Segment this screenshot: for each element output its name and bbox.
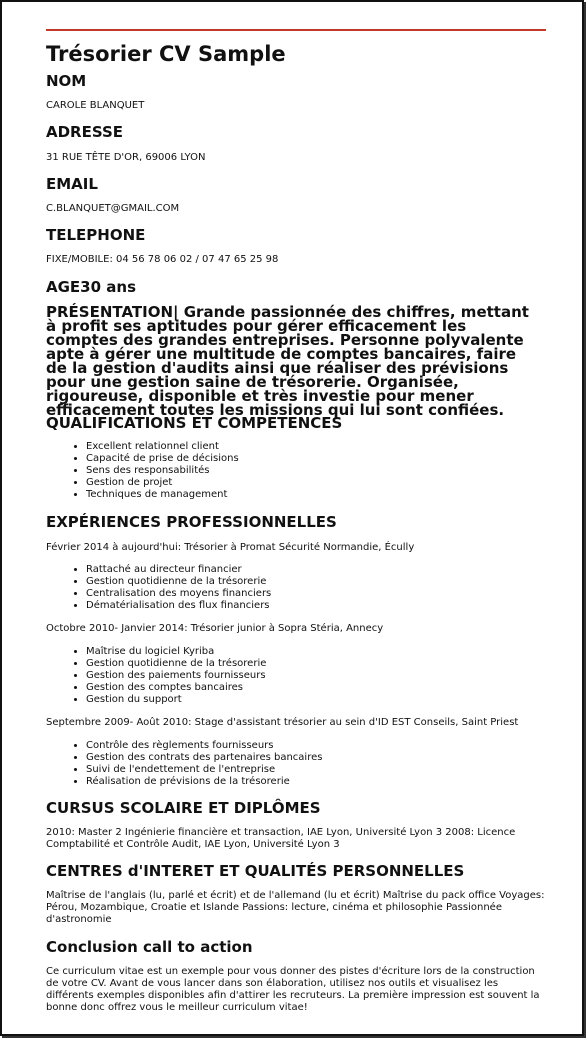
- job-items-list: [68, 646, 266, 706]
- heading-qualifications: QUALIFICATIONS ET COMPETENCES: [46, 414, 343, 432]
- value-email: C.BLANQUET@GMAIL.COM: [46, 203, 180, 214]
- list-item: • Gestion quotidienne de la trésorerie: [86, 658, 266, 670]
- list-item: • Réalisation de prévisions de la trésorerie: [86, 776, 322, 788]
- qualifications-list: [68, 441, 239, 501]
- list-item: • Gestion du support: [86, 694, 266, 706]
- list-item: • Gestion quotidienne de la trésorerie: [86, 576, 271, 588]
- age-line: [46, 278, 136, 296]
- heading-adresse: ADRESSE: [46, 123, 124, 141]
- list-item: • Contrôle des règlements fournisseurs: [86, 740, 322, 752]
- conclusion-text: Ce curriculum vitae est un exemple pour vous donner des pistes d'écriture lors de la construction de votre CV. Avant de vous lancer dans son élaboration, utilisez nos outils et visualisez les différents exemples disponibles afin d'attirer les recruteurs. La première impression est souvent la bonne donc offrez vous le meilleur curriculum vitae!: [46, 966, 540, 1013]
- cursus-text: 2010: Master 2 Ingénierie financière et transaction, IAE Lyon, Université Lyon 3 2008: Licence Comptabilité et Contrôle Audit, IAE Lyon, Université Lyon 3: [46, 827, 516, 850]
- list-item: • Gestion des comptes bancaires: [86, 682, 266, 694]
- job-title: Septembre 2009- Août 2010: Stage d'assistant trésorier au sein d'ID EST Conseils, Saint Priest: [46, 717, 519, 728]
- job-items-list: [68, 740, 322, 788]
- centres-text: Maîtrise de l'anglais (lu, parlé et écrit) et de l'allemand (lu et écrit) Maîtrise du pack office Voyages: Pérou, Mozambique, Croatie et Islande Passions: lecture, cinéma et philosophie Passionnée d'astronomie: [46, 890, 545, 925]
- heading-nom: NOM: [46, 72, 87, 90]
- list-item: • Suivi de l'endettement de l'entreprise: [86, 764, 322, 776]
- heading-cursus: CURSUS SCOLAIRE ET DIPLÔMES: [46, 799, 321, 817]
- list-item: • Maîtrise du logiciel Kyriba: [86, 646, 266, 658]
- list-item: • Sens des responsabilités: [86, 465, 239, 477]
- heading-telephone: TELEPHONE: [46, 226, 146, 244]
- cv-title: Trésorier CV Sample: [46, 42, 286, 66]
- presentation-text: Grande passionnée des chiffres, mettant à profit ses aptitudes pour gérer efficacement les comptes des grandes entreprises. Personne polyvalente apte à gérer une multitude de comptes bancaires, faire de la gestion d'audits ainsi que réaliser des prévisions pour une gestion saine de trésorerie. Organisée, rigoureuse, disponible et très investie pour mener efficacement toutes les missions qui lui sont confiées.: [46, 303, 529, 419]
- job-title: Février 2014 à aujourd'hui: Trésorier à Promat Sécurité Normandie, Écully: [46, 542, 415, 553]
- presentation-block: PRÉSENTATION| Grande passionnée des chiffres, mettant à profit ses aptitudes pour gérer efficacement les comptes des grandes entreprises. Personne polyvalente apte à gérer une multitude de comptes bancaires, faire de la gestion d'audits ainsi que réaliser des prévisions pour une gestion saine de trésorerie. Organisée, rigoureuse, disponible et très investie pour mener efficacement toutes les missions qui lui sont confiées.: [46, 303, 529, 419]
- list-item: • Gestion des paiements fournisseurs: [86, 670, 266, 682]
- list-item: • Capacité de prise de décisions: [86, 453, 239, 465]
- heading-email: EMAIL: [46, 175, 98, 193]
- job-items-list: [68, 564, 271, 612]
- top-red-rule: [46, 29, 546, 31]
- value-telephone: FIXE/MOBILE: 04 56 78 06 02 / 07 47 65 25 98: [46, 254, 279, 265]
- heading-centres: CENTRES d'INTERET ET QUALITÉS PERSONNELLES: [46, 862, 465, 880]
- list-item: • Techniques de management: [86, 489, 239, 501]
- heading-age: AGE: [46, 278, 81, 296]
- list-item: • Rattaché au directeur financier: [86, 564, 271, 576]
- heading-conclusion: Conclusion call to action: [46, 938, 253, 956]
- heading-experiences: EXPÉRIENCES PROFESSIONNELLES: [46, 513, 337, 531]
- list-item: • Dématérialisation des flux financiers: [86, 600, 271, 612]
- value-age: 30 ans: [80, 278, 136, 296]
- list-item: • Gestion des contrats des partenaires bancaires: [86, 752, 322, 764]
- value-adresse: 31 RUE TÊTE D'OR, 69006 LYON: [46, 152, 206, 163]
- job-title: Octobre 2010- Janvier 2014: Trésorier junior à Sopra Stéria, Annecy: [46, 623, 384, 634]
- heading-presentation: PRÉSENTATION: [46, 303, 174, 321]
- list-item: • Centralisation des moyens financiers: [86, 588, 271, 600]
- list-item: • Gestion de projet: [86, 477, 239, 489]
- list-item: • Excellent relationnel client: [86, 441, 239, 453]
- value-nom: CAROLE BLANQUET: [46, 100, 145, 111]
